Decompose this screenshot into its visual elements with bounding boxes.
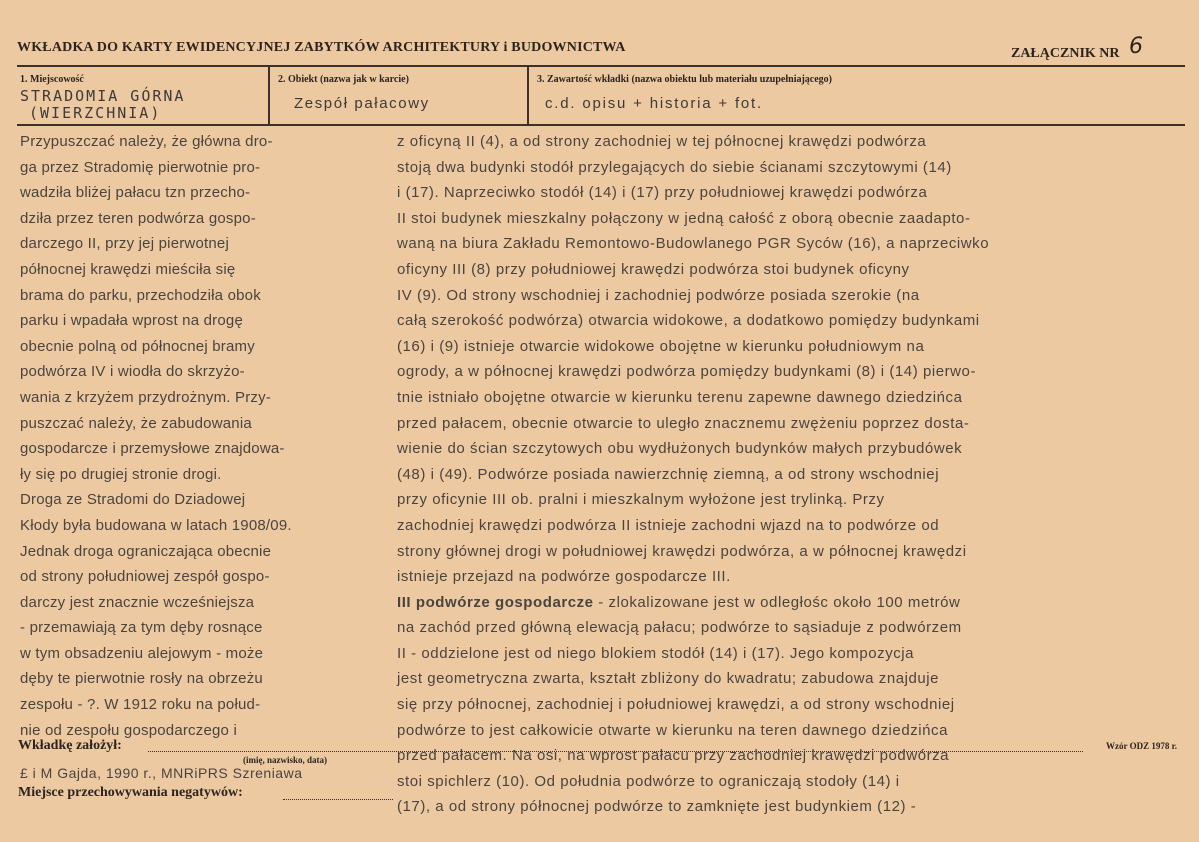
right-column-line: zachodniej krawędzi podwórza II istnieje zachodni wjazd na to podwórze od — [397, 516, 940, 534]
left-column-line: Przypuszczać należy, że główna dro- — [20, 133, 273, 150]
filler-hint: (imię, nazwisko, data) — [243, 755, 327, 765]
locality-label: 1. Miejscowość — [20, 74, 84, 85]
left-column-line: nie od zespołu gospodarczego i — [20, 721, 237, 739]
left-column-line: w tym obsadzeniu alejowym - może — [20, 644, 264, 662]
right-column-line: wienie do ścian szczytowych obu wydłużonych budynków małych przybudówek — [397, 440, 963, 458]
contents-value: c.d. opisu + historia + fot. — [545, 95, 763, 112]
object-value: Zespół pałacowy — [294, 95, 430, 112]
right-column-line: II - oddzielone jest od niego blokiem stodół (14) i (17). Jego kompozycja — [397, 644, 915, 662]
header-top-rule — [17, 65, 1185, 67]
right-column-line: (48) i (49). Podwórze posiada nawierzchnię ziemną, a od strony wschodniej — [397, 465, 940, 483]
right-column-line: II stoi budynek mieszkalny połączony w jedną całość z oborą obecnie zaadapto- — [397, 209, 971, 227]
left-column-line: dęby te pierwotnie rosły na obrzeżu — [20, 670, 263, 688]
field-divider-2 — [527, 66, 529, 124]
left-column-line: zespołu - ?. W 1912 roku na połud- — [20, 696, 261, 714]
contents-label: 3. Zawartość wkładki (nazwa obiektu lub materiału uzupełniającego) — [537, 74, 833, 85]
left-column-line: północnej krawędzi mieściła się — [20, 260, 236, 278]
left-column-line: Jednak droga ograniczająca obecnie — [20, 542, 272, 560]
left-column-line: Kłody była budowana w latach 1908/09. — [20, 516, 292, 534]
right-column-line: przed pałacem. Na osi, na wprost pałacu przy zachodniej krawędzi podwórza — [397, 747, 950, 765]
field-divider-1 — [268, 66, 270, 124]
locality-line-1: STRADOMIA GÓRNA — [20, 87, 186, 105]
right-column-line: (16) i (9) istnieje otwarcie widokowe obojętne w kierunku południowym na — [397, 337, 925, 355]
left-column-line: - przemawiają za tym dęby rosnące — [20, 619, 263, 637]
locality-value — [20, 88, 185, 122]
left-column-line: parku i wpadała wprost na drogę — [20, 312, 243, 330]
left-column-line: dziła przez teren podwórza gospo- — [20, 209, 256, 227]
right-column-line: przed pałacem, obecnie otwarcie to uległo znacznemu zwężeniu poprzez dosta- — [397, 414, 970, 432]
appendix-label-group — [1010, 34, 1143, 63]
section-heading: III podwórze gospodarcze — [397, 593, 594, 611]
filler-value: £ i M Gajda, 1990 r., MNRiPRS Szreniawa — [20, 765, 303, 781]
locality-line-2: (WIERZCHNIA) — [29, 104, 162, 122]
left-column-line: Droga ze Stradomi do Dziadowej — [20, 491, 246, 509]
right-column-line: podwórze to jest całkowicie otwarte w kierunku na teren dawnego dziedzińca — [397, 721, 948, 739]
right-column-line: i (17). Naprzeciwko stodół (14) i (17) przy południowej krawędzi podwórza — [397, 184, 928, 202]
left-column-line: ły się po drugiej stronie drogi. — [20, 465, 222, 483]
negatives-label: Miejsce przechowywania negatywów: — [18, 785, 243, 800]
right-column-line: tnie istniało obojętne otwarcie w kierunku terenu zapewne dawnego dziedzińca — [397, 388, 963, 406]
left-column-line: obecnie polną od północnej bramy — [20, 337, 255, 355]
left-column-line: od strony południowej zespół gospo- — [20, 568, 270, 586]
left-column-line: puszczać należy, że zabudowania — [20, 414, 252, 432]
right-column-text — [397, 129, 1177, 820]
right-column-line: jest geometryczna zwarta, kształt zbliżony do kwadratu; zabudowa znajduje — [397, 670, 940, 688]
filler-line — [148, 750, 1083, 752]
filler-label: Wkładkę założył: — [18, 738, 122, 753]
right-column-line: oficyny III (8) przy południowej krawędzi podwórza stoi budynek oficyny — [397, 260, 910, 278]
right-column-line: stoi spichlerz (10). Od południa podwórze to ograniczają stodoły (14) i — [397, 772, 900, 790]
right-column-line: III podwórze gospodarcze - zlokalizowane jest w odległośc około 100 metrów — [397, 593, 961, 611]
left-column-line: ga przez Stradomię pierwotnie pro- — [20, 158, 261, 176]
right-column-line: stoją dwa budynki stodół przylegających do siebie ścianami szczytowymi (14) — [397, 158, 952, 176]
right-column-line: ogrody, a w północnej krawędzi podwórza pomiędzy budynkami (8) i (14) pierwo- — [397, 363, 976, 381]
left-column-text — [20, 129, 390, 743]
right-column-line: na zachód przed główną elewacją pałacu; podwórze to sąsiaduje z podwórzem — [397, 619, 962, 637]
left-column-line: darczego II, przy jej pierwotnej — [20, 235, 229, 253]
right-column-line: przy oficynie III ob. pralni i mieszkalnym wyłożone jest trylinką. Przy — [397, 491, 885, 509]
left-column-line: darczy jest znacznie wcześniejsza — [20, 593, 255, 611]
right-column-line: istnieje przejazd na podwórze gospodarcze III. — [397, 568, 731, 586]
right-column-line: (17), a od strony północnej podwórze to zamknięte jest budynkiem (12) - — [397, 798, 917, 816]
right-column-line: waną na biura Zakładu Remontowo-Budowlanego PGR Syców (16), a naprzeciwko — [397, 235, 990, 253]
left-column-line: brama do parku, przechodziła obok — [20, 286, 261, 304]
right-column-line: strony głównej drogi w południowej krawędzi podwórza, a w północnej krawędzi — [397, 542, 967, 560]
right-column-line: z oficyną II (4), a od strony zachodniej w tej północnej krawędzi podwórza — [397, 133, 927, 150]
right-column-line: IV (9). Od strony wschodniej i zachodniej podwórze posiada szerokie (na — [397, 286, 920, 304]
card-title: WKŁADKA DO KARTY EWIDENCYJNEJ ZABYTKÓW ARCHITEKTURY i BUDOWNICTWA — [17, 40, 626, 55]
object-label: 2. Obiekt (nazwa jak w karcie) — [278, 74, 409, 85]
form-model: Wzór ODZ 1978 r. — [1106, 741, 1177, 751]
right-column-line: się przy północnej, zachodniej i południowej krawędzi, a od strony wschodniej — [397, 696, 955, 714]
right-column-line: całą szerokość podwórza) otwarcia widokowe, a dodatkowo pomiędzy budynkami — [397, 312, 980, 330]
header-bottom-rule — [17, 124, 1185, 126]
left-column-line: podwórza IV i wiodła do skrzyżo- — [20, 363, 245, 381]
appendix-label: ZAŁĄCZNIK NR — [1010, 46, 1120, 61]
left-column-line: gospodarcze i przemysłowe znajdowa- — [20, 440, 285, 458]
appendix-number: 6 — [1129, 34, 1143, 59]
negatives-line — [283, 798, 393, 800]
left-column-line: wadziła bliżej pałacu tzn przecho- — [20, 184, 251, 202]
left-column-line: wania z krzyżem przydrożnym. Przy- — [20, 388, 272, 406]
